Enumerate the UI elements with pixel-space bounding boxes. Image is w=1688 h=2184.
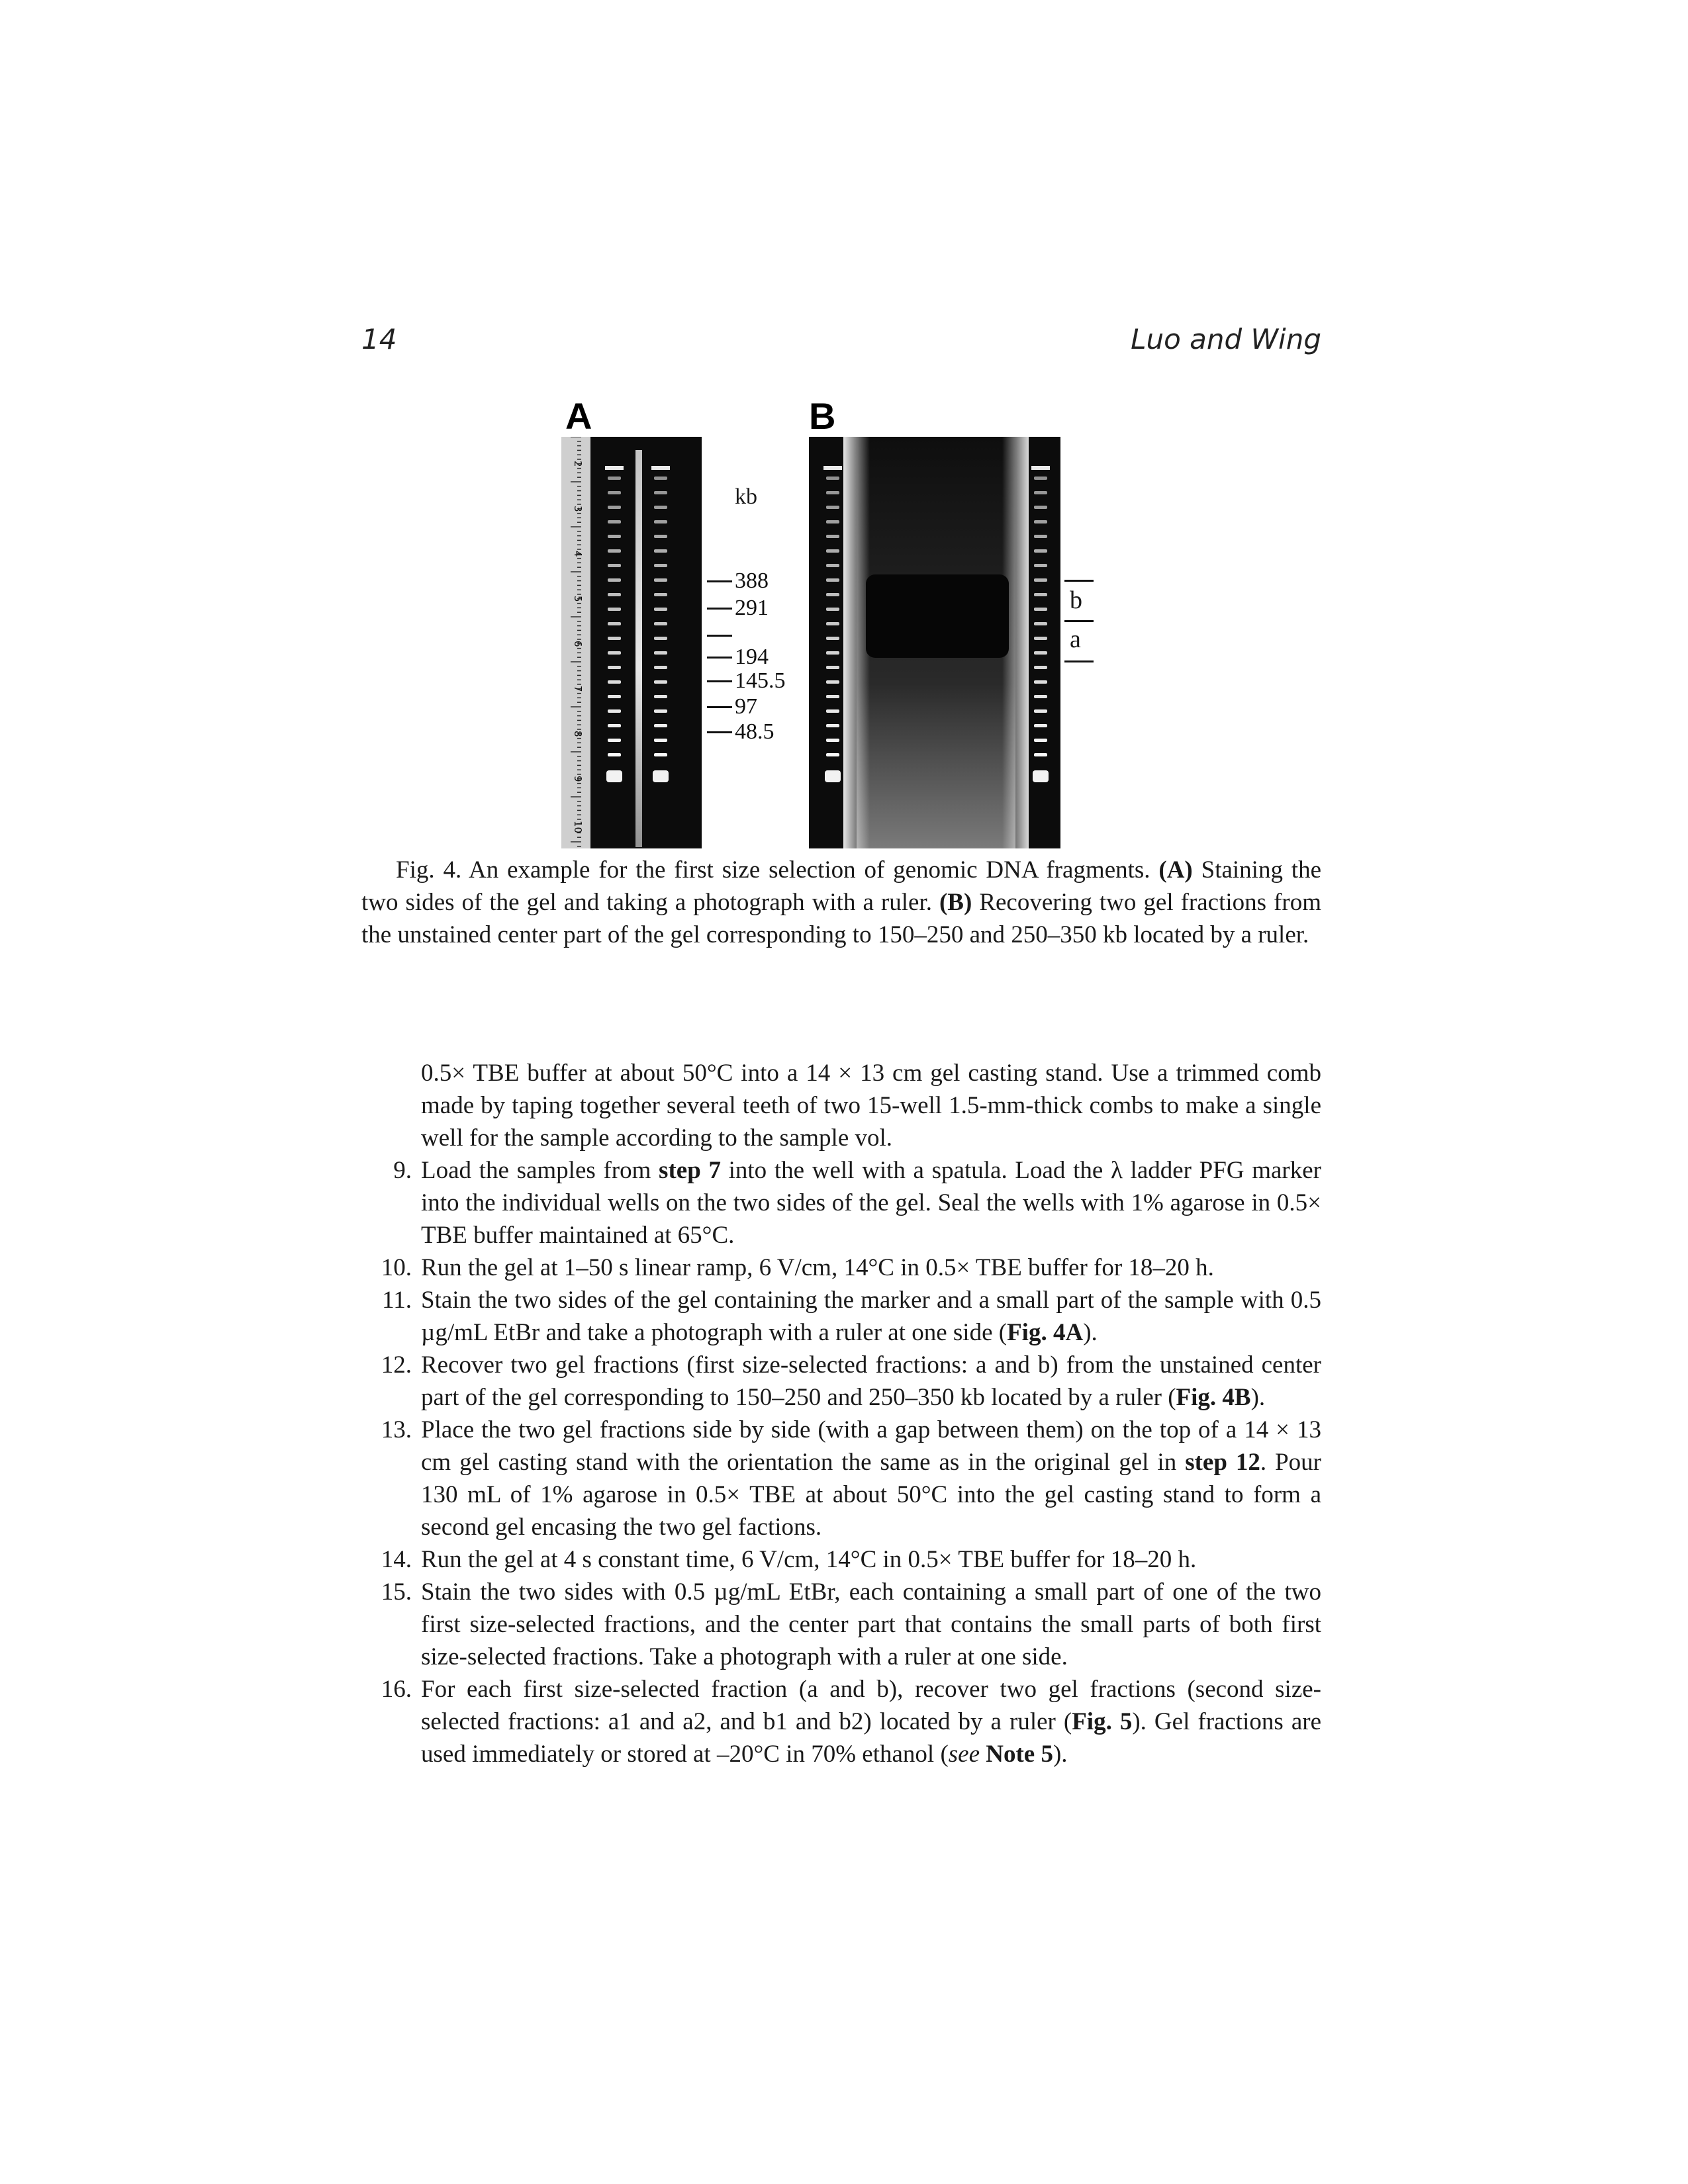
- step-reference: step 12: [1185, 1449, 1260, 1476]
- ruler-number: 9: [572, 776, 584, 782]
- step-item: [361, 1673, 1321, 1770]
- ruler-number: 6: [572, 641, 584, 647]
- step-text-segment: Place the two gel fractions side by side (with a gap between them) on the top of a 14 × 13 cm gel casting stand with the orientation the same as in the original gel in: [421, 1416, 1321, 1476]
- step-number: 12.: [381, 1351, 412, 1379]
- step-number: 14.: [381, 1546, 412, 1573]
- ruler-number: 7: [572, 686, 584, 692]
- step-text: [421, 1251, 1321, 1284]
- caption-text: An example for the first size selection of genomic DNA fragments.: [461, 856, 1159, 884]
- step-list: [361, 1154, 1321, 1770]
- marker-label: 194: [707, 643, 769, 670]
- fraction-boundary-line: [1064, 580, 1094, 582]
- marker-label: 97: [707, 693, 757, 719]
- gel-photo-a: [561, 437, 702, 848]
- running-head: [361, 323, 1321, 363]
- step-reference: Fig. 5: [1072, 1708, 1133, 1735]
- panel-a-label: A: [565, 395, 592, 437]
- ruler-number: 2: [572, 461, 584, 467]
- ruler-number: 10: [572, 821, 584, 834]
- step-text-segment: into the well with a spatula. Load the λ ladder PFG marker into the individual wells on the two sides of the gel. Seal the wells with 1% agarose in 0.5× TBE buffer maintained at 65°C.: [421, 1157, 1321, 1249]
- step-text-segment: see: [948, 1741, 980, 1768]
- marker-label: 145.5: [707, 667, 786, 694]
- step-text-segment: ).: [1250, 1384, 1266, 1411]
- step-reference: Fig. 4A: [1007, 1319, 1084, 1346]
- kb-unit-label: kb: [735, 484, 757, 509]
- gel-photo-b: [809, 437, 1060, 848]
- step-item: [361, 1154, 1321, 1251]
- sample-smear-lane: [635, 450, 642, 847]
- step-number: 9.: [393, 1157, 412, 1184]
- step-text-segment: ).: [1053, 1741, 1068, 1768]
- step-item: [361, 1349, 1321, 1414]
- step-number: 16.: [381, 1676, 412, 1703]
- step-text-segment: ).: [1083, 1319, 1098, 1346]
- gel-b-image: [809, 437, 1060, 848]
- step-text: [421, 1543, 1321, 1576]
- step-text-segment: Stain the two sides of the gel containing the marker and a small part of the sample with 0.5 µg/mL EtBr and take a photograph with a ruler at one side (: [421, 1287, 1321, 1346]
- step-text: [421, 1284, 1321, 1349]
- excised-fraction-window: [866, 574, 1009, 658]
- step-text-segment: [980, 1741, 986, 1768]
- step-reference: step 7: [659, 1157, 721, 1184]
- step-item: [361, 1414, 1321, 1543]
- ruler-number: 4: [572, 551, 584, 557]
- step-continuation: 0.5× TBE buffer at about 50°C into a 14 × 13 cm gel casting stand. Use a trimmed comb made by taping together several teeth of two 15-well 1.5-mm-thick combs to make a single well for the sample according to the sample vol.: [421, 1060, 1321, 1152]
- ruler-number: 3: [572, 506, 584, 512]
- step-text-segment: ). Gel fractions are used immediately or stored at –20°C in 70% ethanol (: [421, 1708, 1321, 1768]
- step-text-segment: Run the gel at 1–50 s linear ramp, 6 V/cm, 14°C in 0.5× TBE buffer for 18–20 h.: [421, 1254, 1214, 1281]
- step-reference: Note 5: [986, 1741, 1053, 1768]
- figure-caption: [361, 854, 1321, 951]
- step-text-segment: For each first size-selected fraction (a and b), recover two gel fractions (second size-selected fractions: a1 and a2, and b1 and b2) located by a ruler (: [421, 1676, 1321, 1735]
- fraction-label-a: a: [1070, 625, 1081, 653]
- step-text-segment: Run the gel at 4 s constant time, 6 V/cm, 14°C in 0.5× TBE buffer for 18–20 h.: [421, 1546, 1197, 1573]
- caption-fig-label: Fig. 4.: [396, 856, 462, 884]
- marker-label: 291: [707, 594, 769, 621]
- step-text: [421, 1349, 1321, 1414]
- step-item: [361, 1284, 1321, 1349]
- caption-panel-ref: (B): [939, 889, 972, 916]
- step-number: 15.: [381, 1578, 412, 1606]
- caption-text: Recovering two gel fractions from the unstained center part of the gel corresponding to 150–250 and 250–350 kb located by a ruler.: [361, 889, 1321, 948]
- fraction-label-b: b: [1070, 586, 1082, 614]
- page-number: 14: [361, 323, 397, 355]
- step-text-segment: . Pour 130 mL of 1% agarose in 0.5× TBE at about 50°C into the gel casting stand to form a second gel encasing the two gel factions.: [421, 1449, 1321, 1541]
- ruler-number: 5: [572, 596, 584, 602]
- step-number: 10.: [381, 1254, 412, 1281]
- panel-b-label: B: [809, 395, 836, 437]
- step-text: [421, 1154, 1321, 1251]
- step-text-segment: Stain the two sides with 0.5 µg/mL EtBr, each containing a small part of one of the two first size-selected fractions, and the center part that contains the small parts of both first size-selected fractions. Take a photograph with a ruler at one side.: [421, 1578, 1321, 1670]
- protocol-steps: [361, 1057, 1321, 1770]
- step-text-segment: Recover two gel fractions (first size-selected fractions: a and b) from the unstained center part of the gel corresponding to 150–250 and 250–350 kb located by a ruler (: [421, 1351, 1321, 1411]
- step-text: [421, 1673, 1321, 1770]
- ruler-number: 8: [572, 731, 584, 737]
- fraction-boundary-line: [1064, 660, 1094, 662]
- fraction-boundary-line: [1064, 620, 1094, 622]
- step-text: [421, 1576, 1321, 1673]
- marker-label: 48.5: [707, 718, 774, 745]
- running-head-authors: Luo and Wing: [1131, 323, 1321, 355]
- step-item: [361, 1251, 1321, 1284]
- caption-panel-ref: (A): [1158, 856, 1193, 884]
- step-reference: Fig. 4B: [1176, 1384, 1251, 1411]
- caption-text: Staining the two sides of the gel and taking a photograph with a ruler.: [361, 856, 1321, 916]
- marker-label: 388: [707, 567, 769, 594]
- step-text-segment: Load the samples from: [421, 1157, 659, 1184]
- gel-a-image: [561, 437, 702, 848]
- step-number: 13.: [381, 1416, 412, 1443]
- step-number: 11.: [382, 1287, 412, 1314]
- step-item: [361, 1576, 1321, 1673]
- step-text: [421, 1414, 1321, 1543]
- step-item: [361, 1543, 1321, 1576]
